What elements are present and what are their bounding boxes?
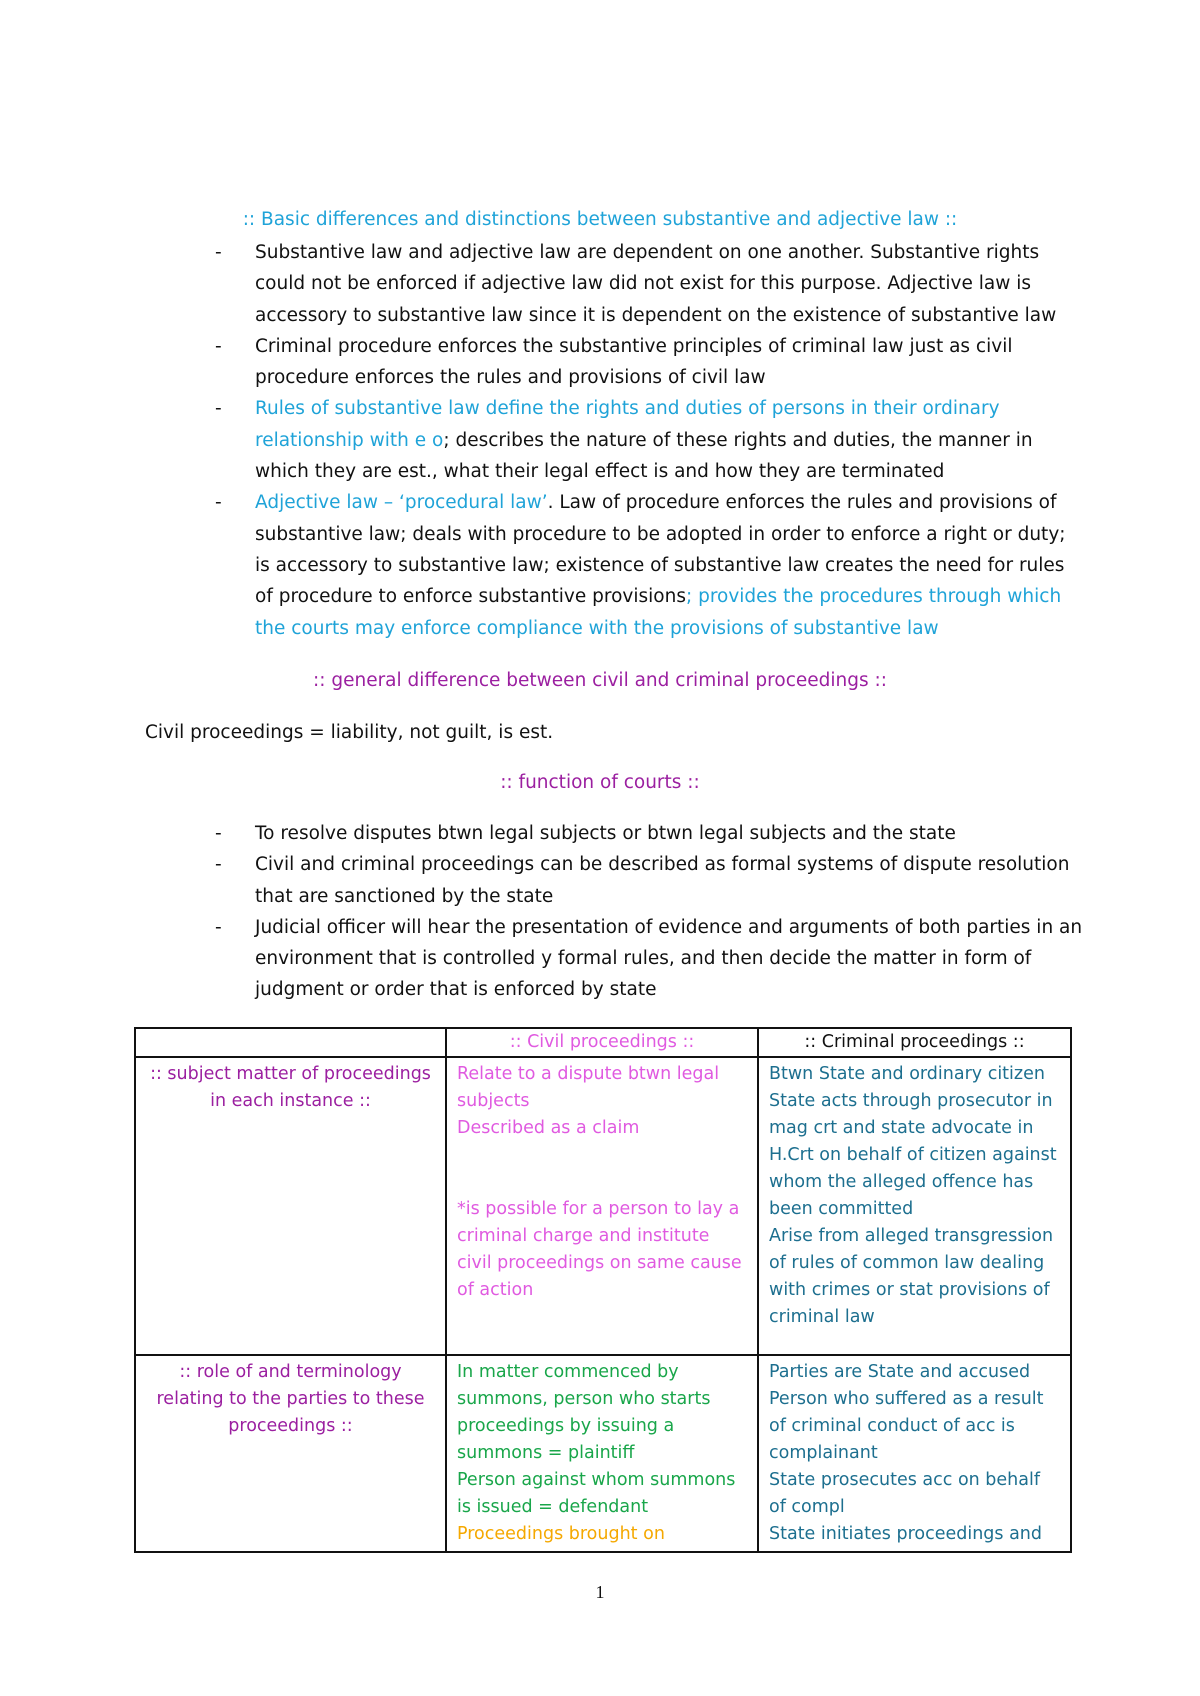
bullet-dash: - (215, 242, 222, 263)
table-cell-criminal: Parties are State and accused Person who suffered as a result of criminal conduct of acc is complainant State prosecutes acc on behalf of compl State initiates proceedings and (758, 1355, 1071, 1552)
bullet-dash: - (215, 823, 222, 844)
section-heading-civil-criminal: :: general difference between civil and criminal proceedings :: (313, 670, 887, 691)
bullet-dash: - (215, 492, 222, 514)
list-item: - Judicial officer will hear the presentation of evidence and arguments of both parties in an environment that is controlled y formal rules, and then decide the matter in form of judgment or order that is enforced by state (215, 912, 1085, 1006)
row-head-parties: :: role of and terminology relating to the parties to these proceedings :: (135, 1355, 446, 1552)
spacer (457, 1142, 747, 1196)
list-item: - Criminal procedure enforces the substantive principles of criminal law just as civil procedure enforces the rules and provisions of civil law (215, 331, 1085, 394)
highlight-text: Rules of substantive law define the rights and duties of persons in their ordinary relationship with e o (255, 398, 1000, 451)
comparison-table (134, 1027, 1072, 1553)
bullet-dash: - (215, 335, 222, 357)
list-item: - Adjective law – ‘procedural law’. Law of procedure enforces the rules and provisions of substantive law; deals with procedure to be adopted in order to enforce a right or duty; is accessory to substantive law; existence of substantive law creates the need for rules of procedure to enforce substantive provisions; provides the procedures through which the courts may enforce compliance with the provisions of substantive law (215, 487, 1085, 643)
list-item: - To resolve disputes btwn legal subjects or btwn legal subjects and the state (215, 818, 1085, 849)
section-heading-substantive-adjective: :: Basic differences and distinctions between substantive and adjective law :: (242, 209, 958, 230)
function-of-courts-list (215, 818, 1085, 1006)
bullet-dash: - (215, 398, 222, 420)
table-header-criminal: :: Criminal proceedings :: (758, 1028, 1071, 1057)
bullet-dash: - (215, 854, 222, 876)
list-item: - Civil and criminal proceedings can be described as formal systems of dispute resolution that are sanctioned by the state (215, 849, 1085, 912)
table-cell-civil: In matter commenced by summons, person who starts proceedings by issuing a summons = plaintiff Person against whom summons is issued = defendant Proceedings brought on (446, 1355, 758, 1552)
row-head-subject-matter: :: subject matter of proceedings in each instance :: (135, 1057, 446, 1355)
table-header-civil: :: Civil proceedings :: (446, 1028, 758, 1057)
section-heading-function-of-courts: :: function of courts :: (500, 772, 700, 793)
table-cell-civil: Relate to a dispute btwn legal subjects Described as a claim *is possible for a person to lay a criminal charge and institute civil proceedings on same cause of action (446, 1057, 758, 1355)
table-row (135, 1057, 1071, 1355)
list-item: - Substantive law and adjective law are dependent on one another. Substantive rights could not be enforced if adjective law did not exist for this purpose. Adjective law is accessory to substantive law since it is dependent on the existence of substantive law (215, 237, 1085, 331)
substantive-adjective-list (215, 237, 1085, 644)
table-cell-criminal: Btwn State and ordinary citizen State acts through prosecutor in mag crt and state advocate in H.Crt on behalf of citizen against whom the alleged offence has been committed Arise from alleged transgression of rules of common law dealing with crimes or stat provisions of criminal law (758, 1057, 1071, 1355)
list-item: - Rules of substantive law define the rights and duties of persons in their ordinary relationship with e o; describes the nature of these rights and duties, the manner in which they are est., what their legal effect is and how they are terminated (215, 393, 1085, 487)
civil-proceedings-note: Civil proceedings = liability, not guilt, is est. (145, 722, 554, 743)
table-header-row (135, 1028, 1071, 1057)
highlight-text: Adjective law – ‘procedural law’ (255, 492, 548, 514)
bullet-dash: - (215, 916, 222, 938)
highlight-text: ; provides the procedures through which the courts may enforce compliance with the provisions of substantive law (255, 586, 1062, 639)
page-number: 1 (595, 1582, 605, 1602)
table-row (135, 1355, 1071, 1552)
table-header-empty (135, 1028, 446, 1057)
